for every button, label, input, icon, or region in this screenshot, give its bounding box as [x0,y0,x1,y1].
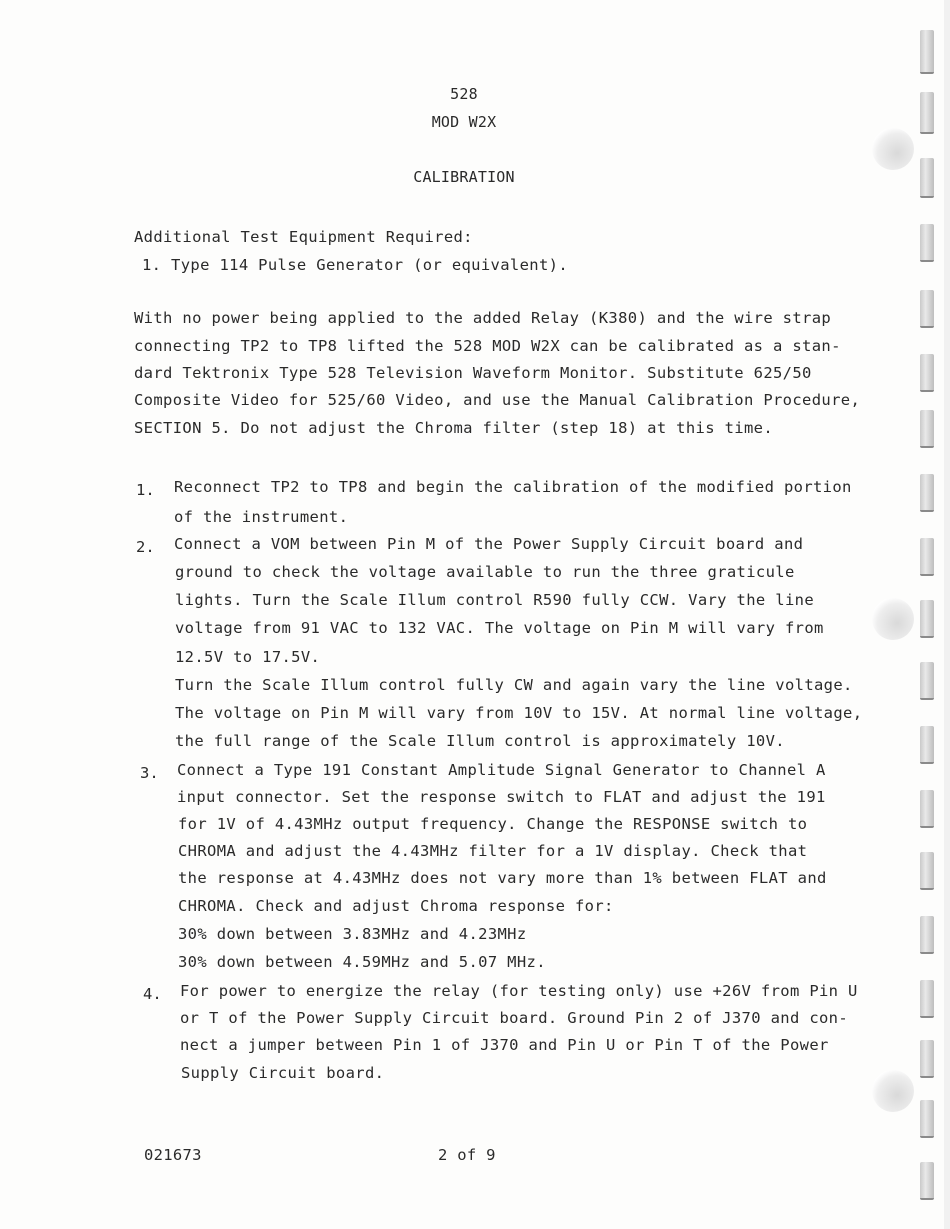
step-line: Connect a Type 191 Constant Amplitude Signal Generator to Channel A [177,761,826,779]
document-number: 021673 [144,1146,202,1164]
step-line: CHROMA. Check and adjust Chroma response for: [178,897,614,915]
intro-line: Composite Video for 525/60 Video, and use the Manual Calibration Procedure, [134,391,861,409]
punch-hole [872,128,914,170]
binder-tab [920,158,934,198]
equipment-heading: Additional Test Equipment Required: [134,228,473,246]
binder-tab [920,92,934,134]
step-line: the response at 4.43MHz does not vary more than 1% between FLAT and [178,869,827,887]
binder-tab [920,354,934,392]
binder-tab [920,290,934,328]
binder-tab [920,474,934,512]
step-line: CHROMA and adjust the 4.43MHz filter for a 1V display. Check that [178,842,808,860]
binder-tab [920,790,934,828]
binder-tab [920,600,934,638]
step-line: 30% down between 4.59MHz and 5.07 MHz. [178,953,546,971]
step-number: 2. [136,538,155,556]
model-number: 528 [450,85,478,103]
step-line: lights. Turn the Scale Illum control R590 fully CCW. Vary the line [175,591,814,609]
step-number: 1. [136,481,155,499]
step-line: 12.5V to 17.5V. [175,648,321,666]
step-line: the full range of the Scale Illum control is approximately 10V. [175,732,785,750]
page-edge [944,0,950,1229]
page-title: CALIBRATION [413,168,515,186]
binder-tab [920,916,934,954]
step-line: or T of the Power Supply Circuit board. Ground Pin 2 of J370 and con- [180,1009,849,1027]
step-line: ground to check the voltage available to run the three graticule [175,563,795,581]
binder-tab [920,1100,934,1138]
binder-tab [920,662,934,700]
binder-tab [920,224,934,262]
step-number: 4. [143,985,162,1003]
step-line: input connector. Set the response switch to FLAT and adjust the 191 [177,788,826,806]
binder-tab [920,852,934,890]
step-line: voltage from 91 VAC to 132 VAC. The voltage on Pin M will vary from [175,619,824,637]
punch-hole [872,1070,914,1112]
modification-label: MOD W2X [431,113,497,131]
intro-line: With no power being applied to the added Relay (K380) and the wire strap [134,309,832,327]
binder-tab [920,726,934,764]
binder-tab [920,1040,934,1078]
binder-tab [920,1162,934,1200]
binder-tab [920,410,934,448]
intro-line: SECTION 5. Do not adjust the Chroma filter (step 18) at this time. [134,419,773,437]
step-line: Turn the Scale Illum control fully CW and again vary the line voltage. [175,676,853,694]
step-line: nect a jumper between Pin 1 of J370 and Pin U or Pin T of the Power [180,1036,829,1054]
step-line: of the instrument. [174,508,349,526]
step-number: 3. [140,764,159,782]
step-line: 30% down between 3.83MHz and 4.23MHz [178,925,527,943]
step-line: Reconnect TP2 to TP8 and begin the calibration of the modified portion [174,478,852,496]
intro-line: connecting TP2 to TP8 lifted the 528 MOD W2X can be calibrated as a stan- [134,337,841,355]
step-line: Supply Circuit board. [181,1064,385,1082]
binder-tab [920,538,934,576]
step-line: The voltage on Pin M will vary from 10V to 15V. At normal line voltage, [175,704,863,722]
step-line: for 1V of 4.43MHz output frequency. Change the RESPONSE switch to [178,815,808,833]
intro-line: dard Tektronix Type 528 Television Waveform Monitor. Substitute 625/50 [134,364,812,382]
equipment-item: 1. Type 114 Pulse Generator (or equivalent). [142,256,568,274]
binder-tab [920,30,934,74]
page-number: 2 of 9 [438,1146,496,1164]
binder-tab [920,980,934,1018]
step-line: For power to energize the relay (for testing only) use +26V from Pin U [180,982,858,1000]
step-line: Connect a VOM between Pin M of the Power Supply Circuit board and [174,535,804,553]
punch-hole [872,598,914,640]
